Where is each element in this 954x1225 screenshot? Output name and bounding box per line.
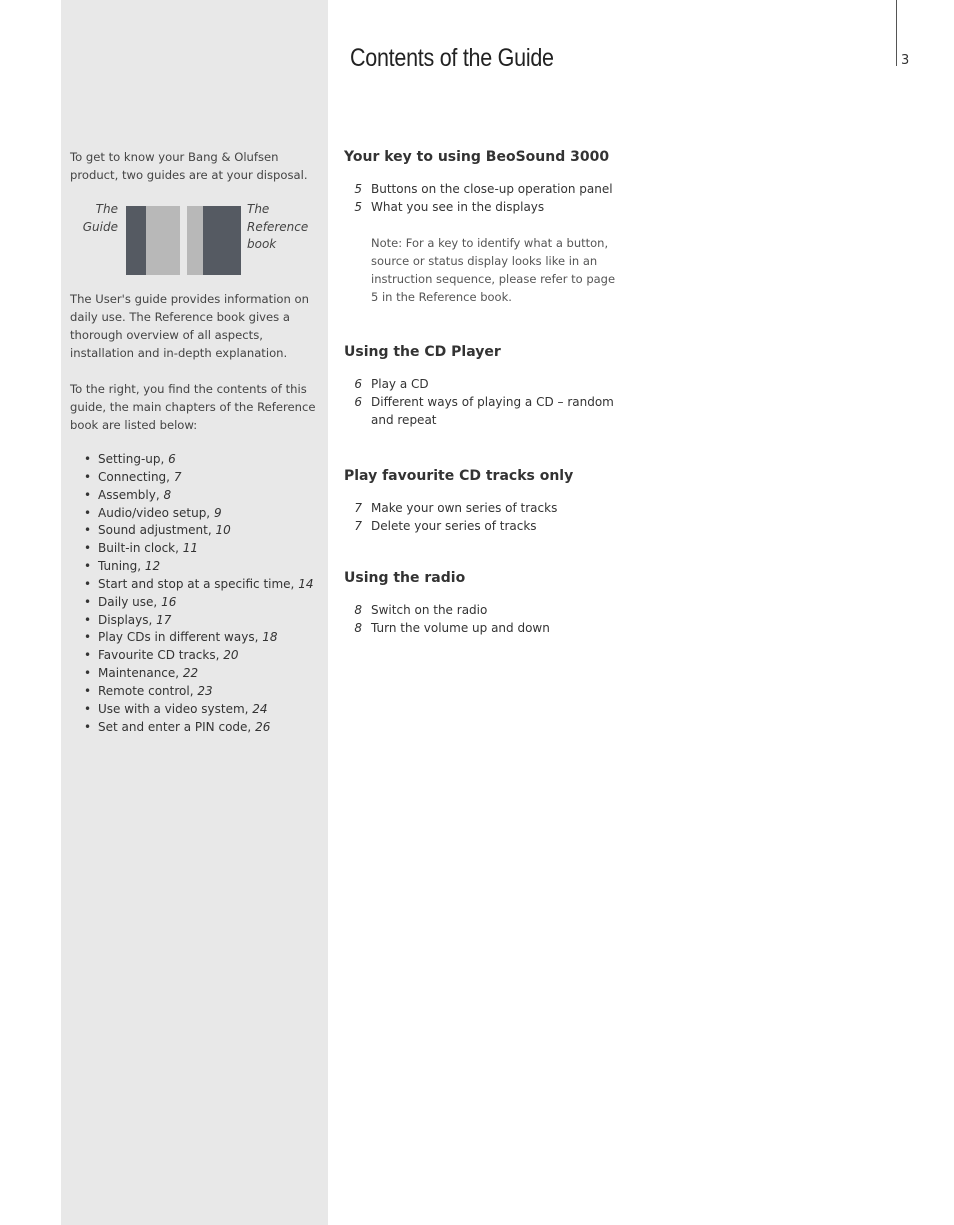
chapter-title: Sound adjustment, — [98, 523, 212, 538]
toc-entry — [344, 393, 624, 429]
toc-entry — [344, 198, 624, 216]
toc-entry — [344, 601, 624, 619]
section-heading: Using the CD Player — [344, 344, 501, 360]
guides-description-paragraph: The User's guide provides information on daily use. The Reference book gives a thorough overview of all aspects, installation and in-depth explanation. — [70, 292, 309, 360]
chapter-page: 9 — [213, 505, 222, 520]
chapter-title: Displays, — [98, 612, 153, 627]
chapter-title: Daily use, — [98, 594, 158, 609]
chapter-title: Audio/video setup, — [98, 505, 211, 520]
chapter-title: Remote control, — [98, 683, 194, 698]
list-item — [84, 719, 313, 737]
chapter-page: 7 — [173, 469, 182, 484]
chapter-page: 26 — [255, 719, 271, 734]
toc-entry — [344, 180, 624, 198]
toc-entry-title: What you see in the displays — [371, 200, 545, 214]
chapter-page: 8 — [163, 487, 172, 502]
list-item — [84, 594, 313, 612]
list-item — [84, 612, 313, 630]
toc-page-number: 8 — [354, 603, 362, 617]
toc-page-number: 7 — [354, 501, 362, 515]
chapter-page: 14 — [298, 576, 314, 591]
chapter-title: Start and stop at a specific time, — [98, 576, 295, 591]
section-heading: Play favourite CD tracks only — [344, 468, 574, 484]
chapter-title: Tuning, — [98, 559, 142, 574]
list-item — [84, 522, 313, 540]
chapter-title: Assembly, — [98, 487, 160, 502]
chapter-title: Use with a video system, — [98, 701, 249, 716]
reference-chapter-list — [84, 451, 313, 737]
list-item — [84, 683, 313, 701]
list-item — [84, 665, 313, 683]
list-item — [84, 469, 313, 487]
chapter-page: 16 — [161, 594, 177, 609]
toc-page-number: 6 — [354, 395, 362, 409]
section-beosound-key — [344, 149, 624, 306]
chapter-page: 23 — [197, 683, 213, 698]
section-heading: Using the radio — [344, 570, 466, 586]
chapter-page: 10 — [215, 523, 231, 538]
toc-entry-title: Delete your series of tracks — [371, 519, 537, 533]
section-heading: Your key to using BeoSound 3000 — [344, 149, 610, 165]
chapter-page: 18 — [262, 630, 278, 645]
section-note: Note: For a key to identify what a button, source or status display looks like in an instruction sequence, please refer to page 5 in the Reference book. — [371, 236, 616, 304]
toc-entry-title: Different ways of playing a CD – random and repeat — [371, 395, 614, 427]
toc-entry-title: Turn the volume up and down — [371, 621, 550, 635]
chapter-title: Set and enter a PIN code, — [98, 719, 252, 734]
chapter-page: 11 — [182, 541, 199, 556]
toc-entry-title: Make your own series of tracks — [371, 501, 558, 515]
chapter-title: Built-in clock, — [98, 541, 179, 556]
toc-page-number: 8 — [354, 621, 362, 635]
intro-paragraph: To get to know your Bang & Olufsen product, two guides are at your disposal. — [70, 150, 308, 182]
guide-label: The Guide — [82, 202, 118, 234]
page-title: Contents of the Guide — [350, 44, 554, 72]
section-radio — [344, 570, 624, 637]
chapter-page: 12 — [144, 559, 161, 574]
reference-book-image — [187, 206, 241, 275]
toc-entry — [344, 375, 624, 393]
chapter-page: 20 — [223, 648, 239, 663]
list-item — [84, 629, 313, 647]
toc-page-number: 6 — [354, 377, 362, 391]
section-favourite-tracks — [344, 468, 624, 535]
section-cd-player — [344, 344, 624, 429]
guide-book-image — [126, 206, 180, 275]
chapter-page: 24 — [252, 701, 268, 716]
toc-entry-title: Buttons on the close-up operation panel — [371, 182, 613, 196]
list-item — [84, 701, 313, 719]
list-item — [84, 540, 313, 558]
guides-illustration — [70, 200, 320, 280]
chapter-page: 17 — [156, 612, 172, 627]
chapter-title: Connecting, — [98, 469, 170, 484]
chapter-title: Play CDs in different ways, — [98, 630, 259, 645]
reference-chapters-intro: To the right, you find the contents of this guide, the main chapters of the Reference book are listed below: — [70, 382, 316, 432]
toc-entry-title: Play a CD — [371, 377, 429, 391]
list-item — [84, 576, 313, 594]
reference-book-label: The Reference book — [247, 202, 309, 251]
toc-entry — [344, 499, 624, 517]
chapter-page: 22 — [182, 666, 199, 681]
list-item — [84, 505, 313, 523]
chapter-title: Favourite CD tracks, — [98, 648, 220, 663]
chapter-title: Maintenance, — [98, 666, 180, 681]
list-item — [84, 451, 313, 469]
list-item — [84, 487, 313, 505]
toc-entry — [344, 619, 624, 637]
list-item — [84, 647, 313, 665]
list-item — [84, 558, 313, 576]
page-number: 3 — [901, 53, 910, 68]
toc-page-number: 7 — [354, 519, 362, 533]
chapter-page: 6 — [168, 452, 176, 466]
toc-entry-title: Switch on the radio — [371, 603, 488, 617]
toc-page-number: 5 — [354, 200, 362, 214]
toc-page-number: 5 — [354, 182, 362, 196]
chapter-title: Setting-up, — [98, 452, 165, 466]
toc-entry — [344, 517, 624, 535]
page-number-rule — [896, 0, 897, 66]
